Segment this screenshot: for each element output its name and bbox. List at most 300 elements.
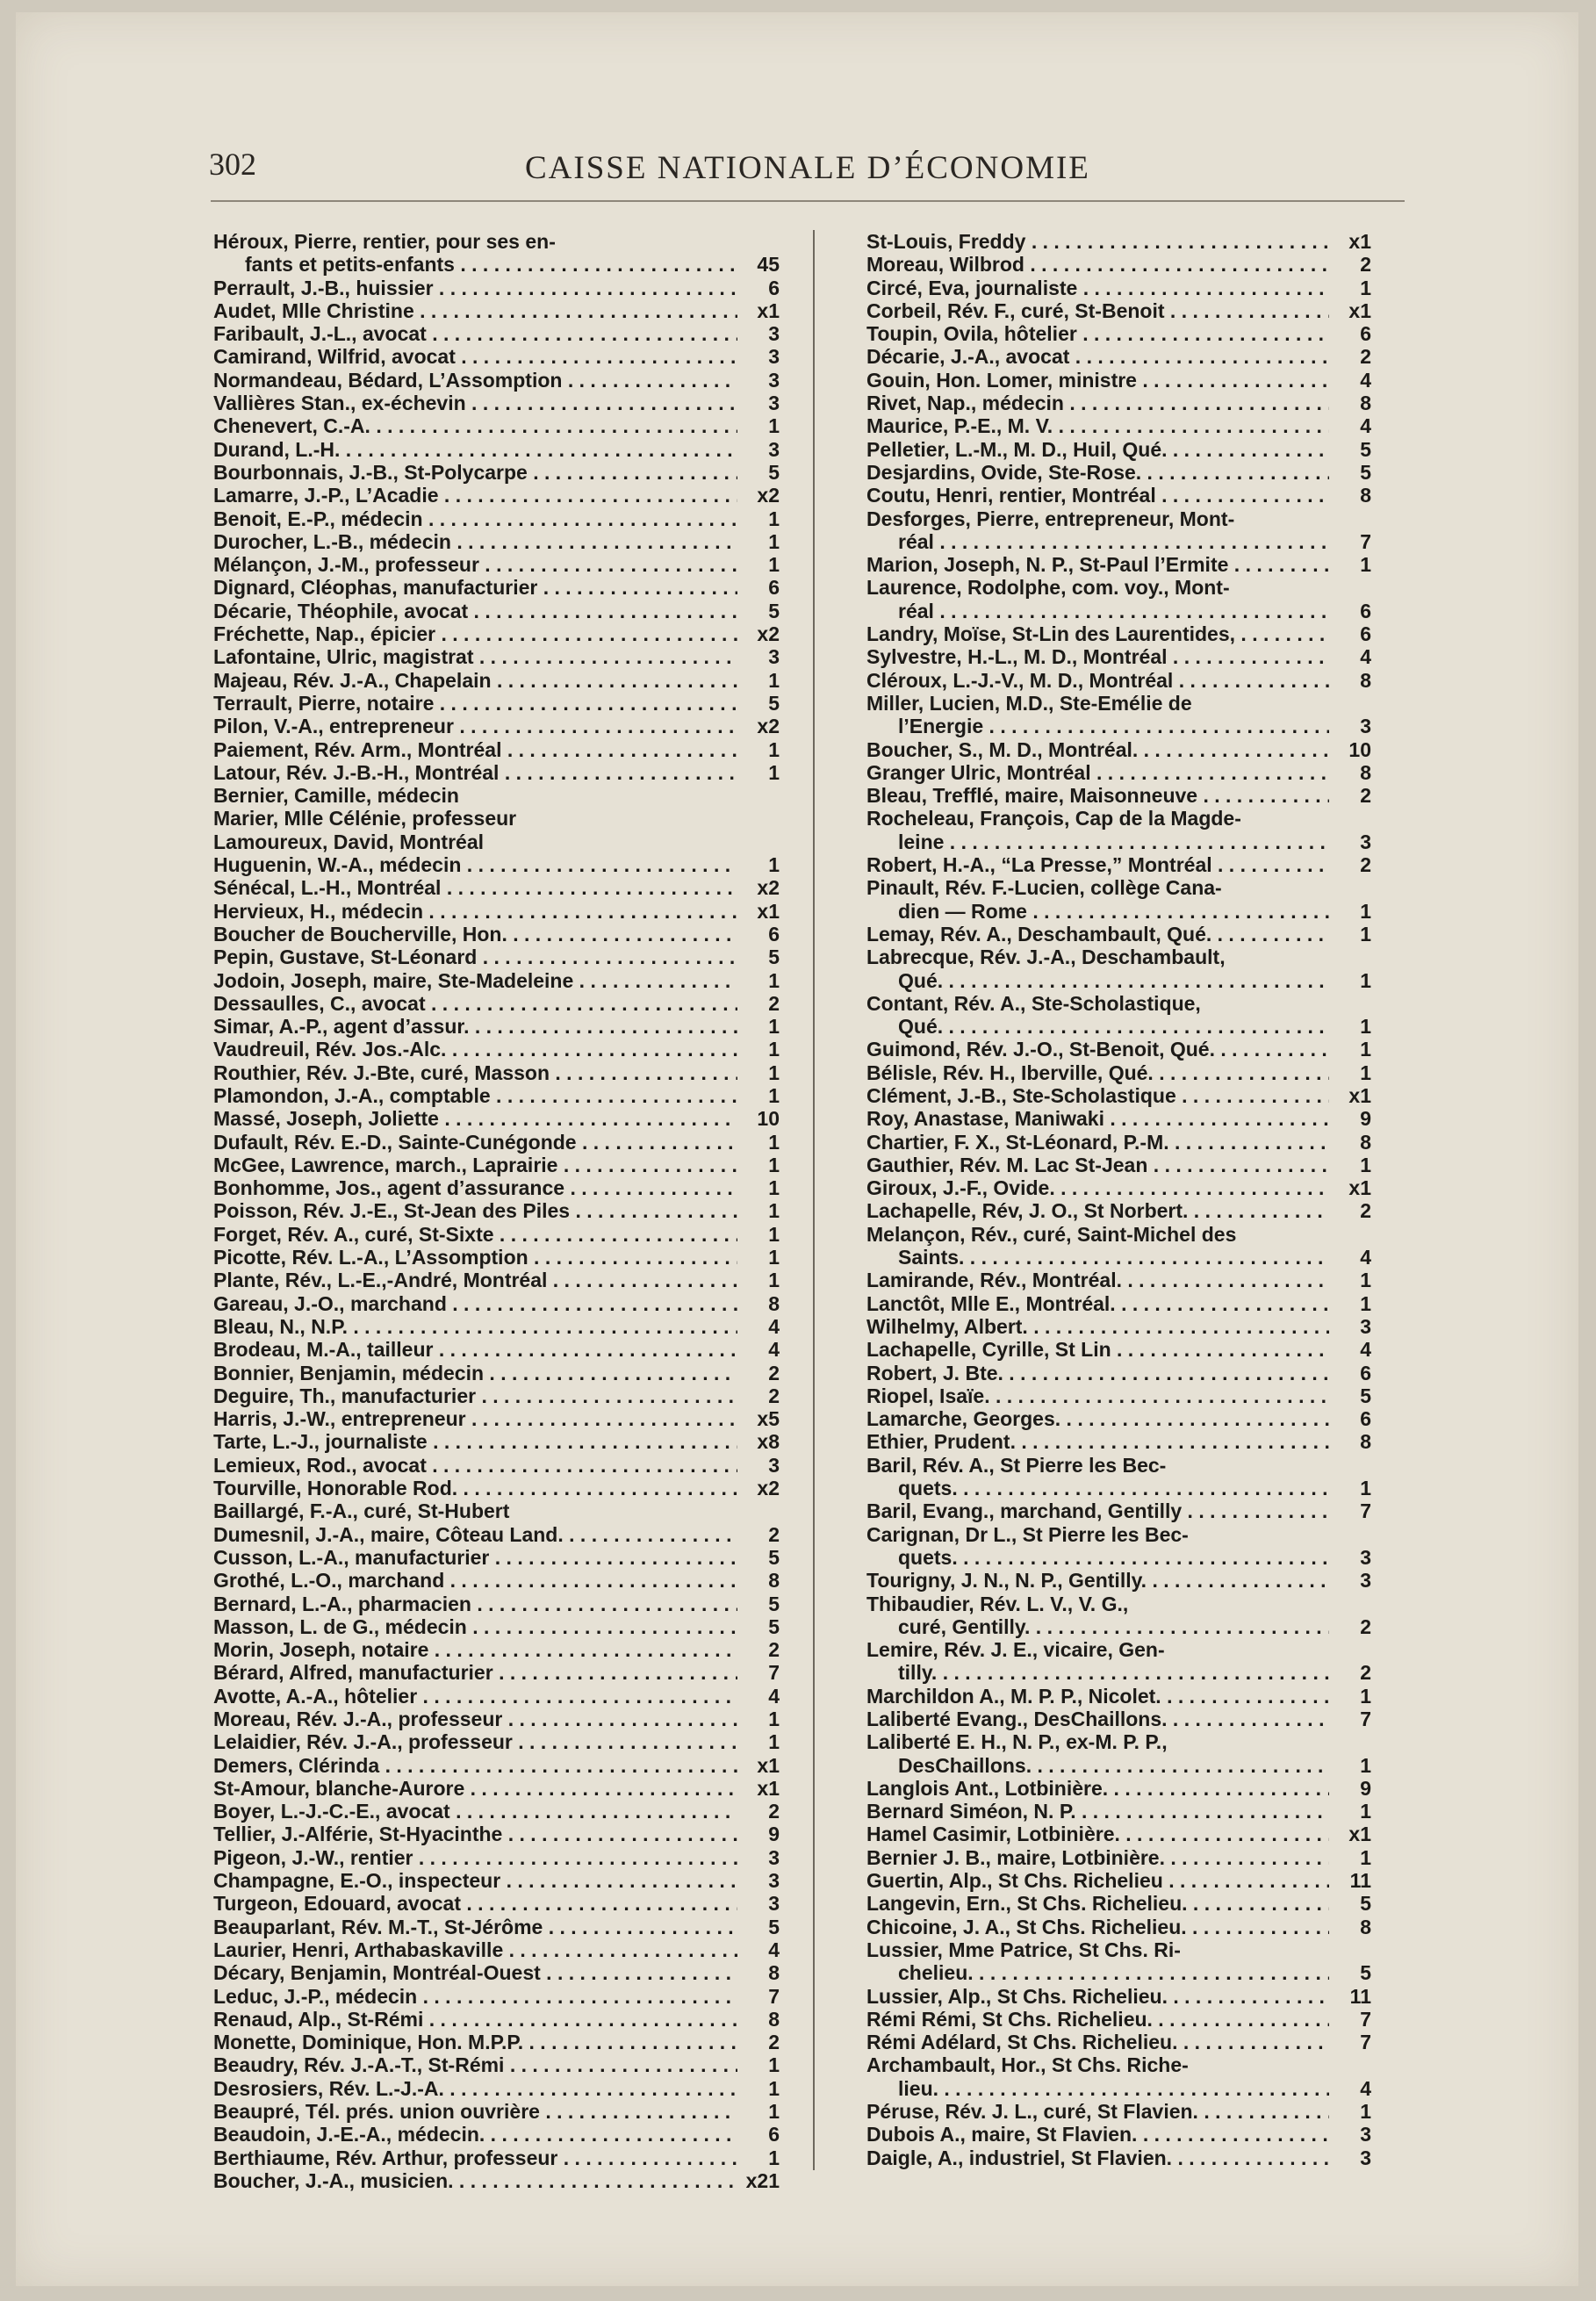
list-item [866,969,1371,992]
list-item [213,1315,780,1338]
list-item [213,1961,780,1984]
list-item [213,969,780,992]
entry-name: Décarie, Théophile, avocat . . . [213,600,737,622]
entry-value: 1 [1360,1477,1371,1500]
entry-name: Qué. . . . [866,1015,1329,1038]
entry-name: Dumesnil, J.-A., maire, Côteau Land. . . . [213,1523,737,1546]
list-item [866,1938,1371,1961]
entry-name: quets. . . . [866,1546,1329,1569]
entry-name: Massé, Joseph, Joliette . . . [213,1107,737,1130]
entry-value: 4 [1360,414,1371,438]
entry-name: Poisson, Rév. J.-E., St-Jean des Piles . . . [213,1199,737,1222]
list-item [213,1477,780,1499]
entry-name: McGee, Lawrence, march., Laprairie . . . [213,1154,737,1176]
list-item [213,622,780,645]
list-item [866,1223,1371,1246]
entry-value: 3 [768,437,780,461]
entry-value: 1 [1360,968,1371,992]
list-item [866,1569,1371,1592]
list-item [866,1131,1371,1154]
entry-name: Landry, Moïse, St-Lin des Laurentides, . . . [866,622,1329,645]
entry-value: 1 [1360,922,1371,946]
entry-name: Demers, Clérinda . . . [213,1754,737,1777]
entry-name: Masson, L. de G., médecin . . . [213,1615,737,1638]
entry-value: 6 [1360,599,1371,622]
list-item [213,1869,780,1892]
list-item [866,1477,1371,1499]
list-item [866,253,1371,276]
entry-name: Normandeau, Bédard, L’Assomption . . . [213,369,737,392]
list-item [213,553,780,576]
list-item [866,876,1371,899]
list-item [213,2146,780,2169]
entry-name: Laliberté Evang., DesChaillons. . . . [866,1708,1329,1730]
entry-name: Jodoin, Joseph, maire, Ste-Madeleine . . . [213,969,737,992]
list-item [213,600,780,622]
entry-value: 8 [768,1291,780,1315]
entry-name: Perrault, J.-B., huissier . . . [213,277,737,299]
list-item [213,299,780,322]
list-item [213,645,780,668]
list-item [213,1292,780,1315]
entry-name: Tellier, J.-Alférie, St-Hyacinthe . . . [213,1823,737,1845]
entry-name: Dessaulles, C., avocat . . . [213,992,737,1015]
list-item [866,345,1371,368]
entry-name: Toupin, Ovila, hôtelier . . . [866,322,1329,345]
entry-value: 1 [1360,1153,1371,1176]
entry-value: 6 [768,922,780,946]
entry-value: 2 [768,2031,780,2054]
list-item [213,1061,780,1084]
list-item [213,253,780,276]
entry-name: Beauparlant, Rév. M.-T., St-Jérôme . . . [213,1916,737,1938]
entry-name: Thibaudier, Rév. L. V., V. G., [866,1592,1129,1615]
entry-name: Latour, Rév. J.-B.-H., Montréal . . . [213,761,737,784]
entry-name: Renaud, Alp., St-Rémi . . . [213,2008,737,2031]
list-item [866,277,1371,299]
entry-value: x1 [757,1753,780,1777]
entry-value: 7 [1360,2007,1371,2031]
entry-value: 7 [768,1661,780,1685]
entry-name: Daigle, A., industriel, St Flavien. . . . [866,2146,1329,2169]
list-item [213,831,780,853]
entry-name: Grothé, L.-O., marchand . . . [213,1569,737,1592]
entry-value: 1 [768,2053,780,2077]
entry-name: fants et petits-enfants . . . [213,253,737,276]
entry-value: 2 [768,1361,780,1384]
entry-value: 4 [1360,1246,1371,1269]
entry-value: x1 [757,298,780,322]
list-item [213,1454,780,1477]
entry-value: 3 [768,1453,780,1477]
list-item [213,1777,780,1800]
list-item [866,2031,1371,2053]
list-item [866,553,1371,576]
entry-value: 1 [768,1083,780,1107]
entry-value: 6 [1360,622,1371,646]
entry-name: Robert, J. Bte. . . . [866,1362,1329,1384]
list-item [866,2123,1371,2146]
entry-name: Baril, Evang., marchand, Gentilly . . . [866,1499,1329,1522]
entry-value: 10 [757,1107,780,1131]
column-divider [813,230,815,2170]
list-item [213,923,780,946]
entry-value: 3 [768,1845,780,1869]
list-item [213,277,780,299]
entry-value: 1 [1360,1684,1371,1708]
list-item [213,1131,780,1154]
list-item [866,1454,1371,1477]
list-item [213,2077,780,2100]
entry-value: 1 [1360,1291,1371,1315]
entry-name: Beaudry, Rév. J.-A.-T., St-Rémi . . . [213,2053,737,2076]
list-item [213,1176,780,1199]
entry-name: Pigeon, J.-W., rentier . . . [213,1846,737,1869]
entry-value: 5 [1360,1384,1371,1407]
entry-name: Carignan, Dr L., St Pierre les Bec- [866,1522,1189,1546]
list-item [866,576,1371,599]
entry-name: réal . . . [866,530,1329,553]
list-item [213,2053,780,2076]
list-item [866,831,1371,853]
entry-name: Chartier, F. X., St-Léonard, P.-M. . . . [866,1131,1329,1154]
entry-name: Pepin, Gustave, St-Léonard . . . [213,946,737,968]
entry-name: Lussier, Alp., St Chs. Richelieu. . . . [866,1985,1329,2008]
list-item [866,1292,1371,1315]
entry-name: Bernard, L.-A., pharmacien . . . [213,1593,737,1615]
list-item [866,1661,1371,1684]
list-item [866,530,1371,553]
list-item [866,1430,1371,1453]
entry-value: x1 [1348,1083,1371,1107]
entry-value: 4 [768,1938,780,1961]
list-item [866,2053,1371,2076]
entry-value: 1 [768,553,780,577]
list-item [213,414,780,437]
entry-name: Giroux, J.-F., Ovide. . . . [866,1176,1329,1199]
entry-value: 8 [768,1961,780,1985]
list-item [866,622,1371,645]
entry-name: Tourigny, J. N., N. P., Gentilly. . . . [866,1569,1329,1592]
entry-name: Dignard, Cléophas, manufacturier . . . [213,576,737,599]
list-item [866,461,1371,484]
entry-name: Beaudoin, J.-E.-A., médecin. . . . [213,2123,737,2146]
entry-name: Rémi Rémi, St Chs. Richelieu. . . . [866,2008,1329,2031]
entry-value: 1 [768,1269,780,1292]
list-item [866,1107,1371,1130]
entry-value: 1 [768,1730,780,1754]
entry-name: Plante, Rév., L.-E.,-André, Montréal . . . [213,1269,737,1291]
entry-name: Deguire, Th., manufacturier . . . [213,1384,737,1407]
entry-name: Audet, Mlle Christine . . . [213,299,737,322]
list-item [866,2100,1371,2123]
list-item [866,438,1371,461]
entry-value: 1 [1360,899,1371,923]
list-item [213,1569,780,1592]
entry-name: Picotte, Rév. L.-A., L’Assomption . . . [213,1246,737,1269]
entry-name: Berthiaume, Rév. Arthur, professeur . . . [213,2146,737,2169]
list-item [213,1546,780,1569]
entry-name: Qué. . . . [866,969,1329,992]
entry-name: Vallières Stan., ex-échevin . . . [213,392,737,414]
list-item [866,1869,1371,1892]
entry-value: 1 [768,1246,780,1269]
entry-value: 1 [1360,1061,1371,1084]
entry-value: 4 [768,1338,780,1362]
list-item [213,484,780,507]
list-item [866,1199,1371,1222]
entry-value: 8 [1360,484,1371,507]
entry-value: 1 [1360,276,1371,299]
list-item [866,1384,1371,1407]
list-item [866,1523,1371,1546]
list-item [213,946,780,968]
entry-value: 2 [1360,345,1371,369]
entry-value: x1 [1348,298,1371,322]
entry-name: Lamarre, J.-P., L’Acadie . . . [213,484,737,507]
list-item [213,1916,780,1938]
entry-name: Lelaidier, Rév. J.-A., professeur . . . [213,1730,737,1753]
entry-value: 5 [768,1915,780,1938]
entry-name: Bonnier, Benjamin, médecin . . . [213,1362,737,1384]
left-column [213,230,780,2192]
entry-name: Tourville, Honorable Rod. . . . [213,1477,737,1499]
entry-value: x21 [745,2168,780,2192]
entry-name: Desrosiers, Rév. L.-J.-A. . . . [213,2077,737,2100]
entry-value: 8 [1360,668,1371,692]
entry-name: réal . . . [866,600,1329,622]
list-item [213,2123,780,2146]
entry-value: 45 [757,253,780,277]
list-item [213,807,780,830]
entry-name: Chicoine, J. A., St Chs. Richelieu. . . . [866,1916,1329,1938]
list-item [213,438,780,461]
entry-value: 3 [1360,830,1371,853]
list-item [213,1084,780,1107]
entry-value: 3 [768,645,780,669]
list-item [866,1246,1371,1269]
entry-name: Faribault, J.-L., avocat . . . [213,322,737,345]
list-item [866,1730,1371,1753]
list-item [213,992,780,1015]
entry-name: Riopel, Isaïe. . . . [866,1384,1329,1407]
entry-name: Desforges, Pierre, entrepreneur, Mont- [866,507,1235,530]
list-item [866,1499,1371,1522]
entry-name: Bérard, Alfred, manufacturier . . . [213,1661,737,1684]
entry-value: 1 [768,668,780,692]
entry-name: Laurence, Rodolphe, com. voy., Mont- [866,576,1230,600]
entry-name: Lussier, Mme Patrice, St Chs. Ri- [866,1938,1181,1961]
entry-value: x1 [1348,1823,1371,1846]
entry-name: Routhier, Rév. J.-Bte, curé, Masson . . . [213,1061,737,1084]
entry-name: Pilon, V.-A., entrepreneur . . . [213,715,737,737]
entry-value: 1 [768,529,780,553]
entry-value: 7 [1360,1499,1371,1523]
entry-value: 8 [1360,392,1371,415]
list-item [866,414,1371,437]
list-item [213,1823,780,1845]
entry-value: 3 [768,368,780,392]
entry-name: Sénécal, L.-H., Montréal . . . [213,876,737,899]
list-item [866,738,1371,761]
entry-name: Rémi Adélard, St Chs. Richelieu. . . . [866,2031,1329,2053]
list-item [866,1546,1371,1569]
list-item [213,692,780,715]
list-item [213,1708,780,1730]
entry-value: 1 [1360,1800,1371,1823]
list-item [213,2031,780,2053]
entry-name: Gouin, Hon. Lomer, ministre . . . [866,369,1329,392]
list-item [866,669,1371,692]
entry-value: 8 [1360,1130,1371,1154]
entry-name: Melançon, Rév., curé, Saint-Michel des [866,1222,1237,1246]
list-item [213,1199,780,1222]
list-item [866,1916,1371,1938]
list-item [213,322,780,345]
entry-value: 3 [768,1869,780,1893]
entry-value: 5 [768,691,780,715]
list-item [213,392,780,414]
list-item [866,900,1371,923]
list-item [866,484,1371,507]
entry-name: lieu. . . . [866,2077,1329,2100]
entry-value: x2 [757,1477,780,1500]
list-item [866,1708,1371,1730]
list-item [213,1499,780,1522]
entry-name: Dubois A., maire, St Flavien. . . . [866,2123,1329,2146]
entry-name: Terrault, Pierre, notaire . . . [213,692,737,715]
entry-name: Langevin, Ern., St Chs. Richelieu. . . . [866,1892,1329,1915]
entry-name: Cusson, L.-A., manufacturier . . . [213,1546,737,1569]
entry-name: Bleau, Trefflé, maire, Maisonneuve . . . [866,784,1329,807]
entry-value: 3 [768,392,780,415]
entry-name: Mélançon, J.-M., professeur . . . [213,553,737,576]
entry-value: 5 [768,946,780,969]
entry-name: Péruse, Rév. J. L., curé, St Flavien. . . . [866,2100,1329,2123]
list-item [213,1661,780,1684]
entry-name: Bonhomme, Jos., agent d’assurance . . . [213,1176,737,1199]
list-item [866,1615,1371,1638]
entry-name: St-Amour, blanche-Aurore . . . [213,1777,737,1800]
entry-name: Guimond, Rév. J.-O., St-Benoit, Qué. . . . [866,1038,1329,1061]
list-item [866,392,1371,414]
list-item [866,1015,1371,1038]
entry-value: 10 [1348,737,1371,761]
entry-name: Sylvestre, H.-L., M. D., Montréal . . . [866,645,1329,668]
entry-value: 4 [1360,368,1371,392]
entry-name: Circé, Eva, journaliste . . . [866,277,1329,299]
list-item [866,299,1371,322]
entry-value: 7 [1360,1708,1371,1730]
entry-value: 5 [1360,437,1371,461]
entry-name: Rocheleau, François, Cap de la Magde- [866,807,1241,831]
list-item [213,1754,780,1777]
page-number: 302 [209,147,256,182]
entry-value: 5 [768,1614,780,1638]
entry-name: Bernier, Camille, médecin [213,784,459,808]
entry-value: 1 [768,1199,780,1223]
entry-value: 1 [1360,1038,1371,1061]
list-item [213,2100,780,2123]
entry-value: x8 [757,1430,780,1454]
entry-name: Lamirande, Rév., Montréal. . . . [866,1269,1329,1291]
entry-name: Gareau, J.-O., marchand . . . [213,1292,737,1315]
entry-value: 1 [768,1038,780,1061]
entry-name: Hamel Casimir, Lotbinière. . . . [866,1823,1329,1845]
entry-name: Monette, Dominique, Hon. M.P.P. . . . [213,2031,737,2053]
entry-name: Bernard Siméon, N. P. . . . [866,1800,1329,1823]
entry-name: Forget, Rév. A., curé, St-Sixte . . . [213,1223,737,1246]
entry-value: 11 [1349,1869,1371,1893]
entry-name: Wilhelmy, Albert. . . . [866,1315,1329,1338]
entry-name: Archambault, Hor., St Chs. Riche- [866,2053,1189,2077]
list-item [213,784,780,807]
list-item [866,1638,1371,1661]
entry-name: Cléroux, L.-J.-V., M. D., Montréal . . . [866,669,1329,692]
entry-value: 1 [768,1153,780,1176]
entry-value: 5 [768,1592,780,1615]
entry-value: 1 [768,968,780,992]
entry-name: Boucher, J.-A., musicien. . . . [213,2169,737,2192]
entry-name: Benoit, E.-P., médecin . . . [213,507,737,530]
list-item [866,715,1371,737]
entry-name: dien — Rome . . . [866,900,1329,923]
list-item [213,530,780,553]
entry-name: Lemieux, Rod., avocat . . . [213,1454,737,1477]
entry-name: Bleau, N., N.P. . . . [213,1315,737,1338]
entry-value: 2 [768,1384,780,1407]
entry-value: x1 [757,899,780,923]
entry-value: 6 [768,2123,780,2146]
list-item [866,1269,1371,1291]
list-item [866,923,1371,946]
list-item [213,1523,780,1546]
list-item [213,369,780,392]
entry-name: Lemay, Rév. A., Deschambault, Qué. . . . [866,923,1329,946]
entry-name: Bélisle, Rév. H., Iberville, Qué. . . . [866,1061,1329,1084]
entry-name: Lamarche, Georges. . . . [866,1407,1329,1430]
list-item [213,715,780,737]
list-item [866,1754,1371,1777]
list-item [213,507,780,530]
entry-value: 6 [768,576,780,600]
entry-value: 1 [768,1061,780,1084]
entry-value: 4 [1360,1338,1371,1362]
entry-name: Leduc, J.-P., médecin . . . [213,1985,737,2008]
entry-name: Durocher, L.-B., médecin . . . [213,530,737,553]
entry-value: 3 [1360,2146,1371,2169]
list-item [866,692,1371,715]
entry-value: 5 [1360,1892,1371,1916]
entry-name: Laliberté E. H., N. P., ex-M. P. P., [866,1730,1168,1754]
page-title: CAISSE NATIONALE D’ÉCONOMIE [525,150,1090,186]
entry-value: 7 [1360,2031,1371,2054]
entry-value: 2 [1360,1614,1371,1638]
entry-name: tilly. . . . [866,1661,1329,1684]
entry-value: x1 [1348,1176,1371,1200]
entry-value: 1 [768,507,780,530]
entry-value: 3 [1360,1545,1371,1569]
list-item [866,1084,1371,1107]
page-header [209,139,1403,200]
list-item [213,1038,780,1061]
entry-name: Lafontaine, Ulric, magistrat . . . [213,645,737,668]
entry-value: 1 [768,2100,780,2124]
list-item [213,1407,780,1430]
entry-value: 9 [1360,1776,1371,1800]
entry-value: 8 [768,2007,780,2031]
entry-name: DesChaillons. . . . [866,1754,1329,1777]
